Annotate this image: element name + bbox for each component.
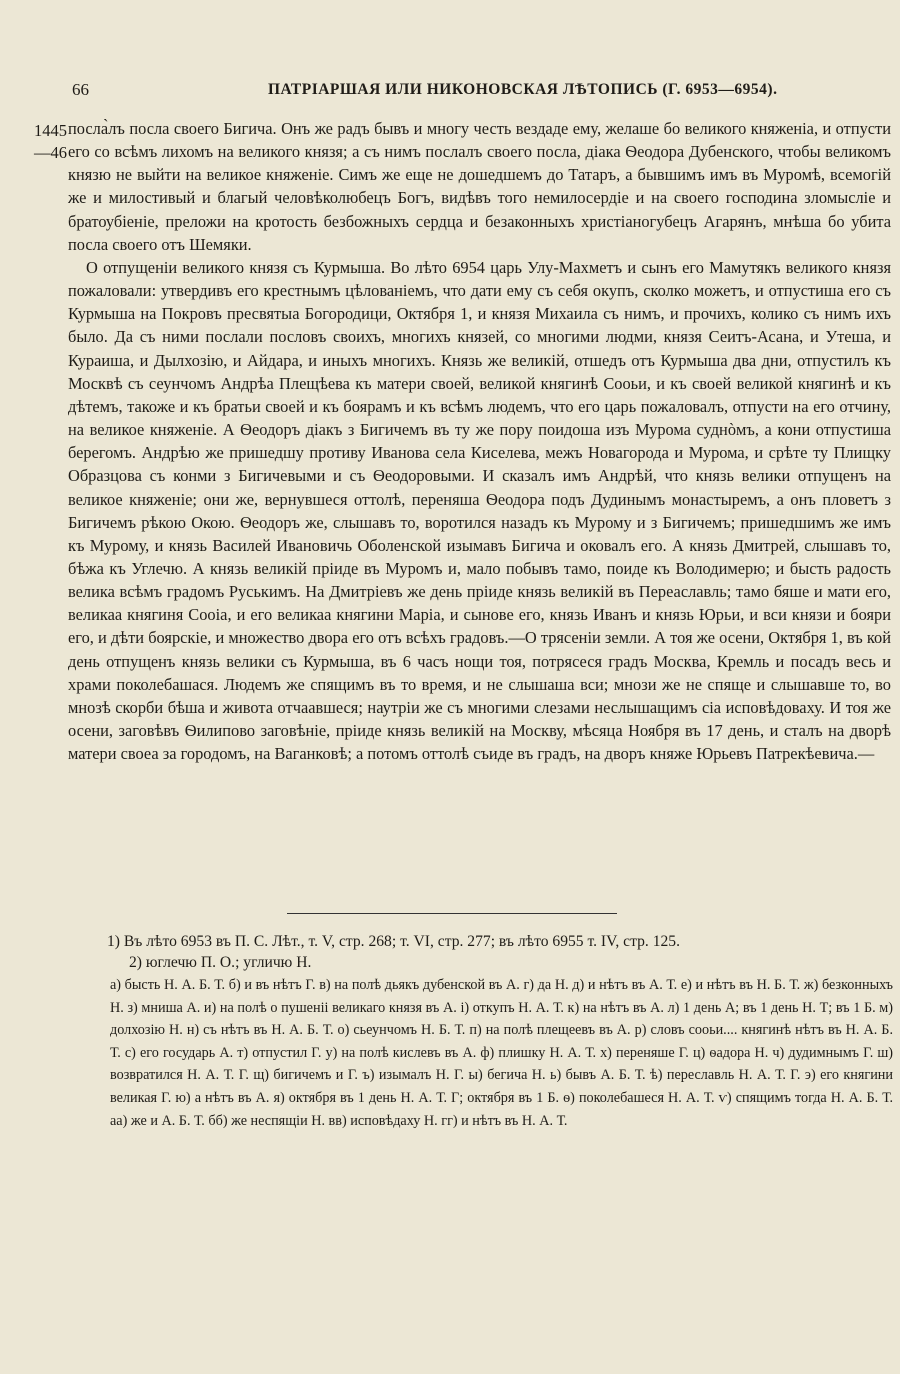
running-title: ПАТРІАРШАЯ ИЛИ НИКОНОВСКАЯ ЛѢТОПИСЬ (Г. 6953—6954).: [268, 81, 778, 98]
page-number: 66: [72, 80, 89, 99]
margin-year-note: [34, 120, 67, 164]
textual-variants: а) бысть Н. А. Б. Т. б) и въ нѣтъ Г. в) на полѣ дьякъ дубенской въ А. г) да Н. д) и нѣтъ въ А. Т. е) и нѣтъ въ Н. Б. Т. ж) безконныхъ Н. з) мниша А. и) на полѣ о пушеніі великаго князя въ А. і) откупъ Н. А. Т. к) на нѣтъ въ А. л) 1 день А; въ 1 день Н. Т; въ 1 Б. м) долхозію Н. н) съ нѣтъ въ Н. А. Б. Т. о) сьеунчомъ Н. Б. Т. п) на полѣ плещеевъ въ А. р) словъ сооьи.... княгинѣ нѣтъ въ Н. А. Б. Т. с) его государь А. т) отпустил Г. у) на полѣ кислевъ въ А. ф) плишку Н. А. Т. х) переняше Г. ц) ѳадора Н. ч) дудимнымъ Г. ш) возвратился Н. А. Т. Г. щ) бигичемъ и Г. ъ) изымалъ Н. Г. ы) бегича Н. ь) бывъ А. Б. Т. ѣ) переславль Н. А. Т. Г. э) его княгини великая Г. ю) а нѣтъ въ А. я) октября въ 1 день Н. А. Т. Г; октября въ 1 Б. ѳ) поколебашеся Н. А. Т. ѵ) спящимъ тогда Н. А. Б. Т. аа) же и А. Б. Т. бб) же неспящіи Н. вв) исповѣдаху Н. гг) и нѣтъ въ Н. А. Т.: [110, 977, 893, 1129]
chronicle-text: [68, 117, 891, 765]
footnotes: [107, 931, 893, 973]
footnote-1: 1) Въ лѣто 6953 въ П. С. Лѣт., т. V, стр. 268; т. VI, стр. 277; въ лѣто 6955 т. IV, стр. 125.: [107, 933, 680, 950]
paragraph-bigich-embassy: посла̀лъ посла своего Бигича. Онъ же радъ бывъ и многу честь вездаде ему, желаше бо великого княженіа, и отпусти его со всѣмъ лихомъ на великого князя; а съ нимъ послалъ своего посла, діака Ѳеодора Дубенского, чтобы великомъ князю не выйти на великое княженіе. Симъ же еще не дошедшемъ до Татаръ, а бывшимъ имъ въ Муромѣ, всемогій же и милостивый и благый человѣколюбецъ Богъ, видѣвъ того немилосердіе и на своего господина зломысліе и братоубіеніе, преложи на кротость безбожныхъ сердца и безаконныхъ христіаногубецъ Агарянъ, мнѣша бо убита посла своего отъ Шемяки.: [68, 119, 891, 254]
footnote-2: 2) юглечю П. О.; угличю Н.: [129, 954, 312, 971]
margin-year-end: —46: [34, 143, 67, 162]
margin-year-start: 1445: [34, 121, 67, 140]
page-header: [0, 80, 900, 104]
footnote-divider: [287, 913, 617, 914]
paragraph-release-from-kurmysh: О отпущеніи великого князя съ Курмыша. Во лѣто 6954 царь Улу-Махметъ и сынъ его Мамутякъ великого князя пожаловали: утвердивъ его крестнымъ цѣлованіемъ, что дати ему съ себя окупъ, сколко можетъ, и отпустиша его съ Курмыша на Покровъ пресвятыа Богородици, Октября 1, и князя Михаила съ нимъ, и прочихъ, колико съ нимъ ихъ было. Да съ ними послали пословъ своихъ, многихъ князей, со многими людми, князя Сеитъ-Асана, и Утеша, и Кураиша, и Дылхозію, и Айдара, и иныхъ многихъ. Князь же великій, отшедъ отъ Курмыша два дни, отпустилъ къ Москвѣ съ сеунчомъ Андрѣа Плещѣева къ матери своей, великой княгинѣ Сооьи, и къ своей великой княгинѣ и къ дѣтемъ, такоже и къ братьи своей и къ боярамъ и къ всѣмъ людемъ, что его царь пожаловалъ, отпусти на его отчину, на великое княженіе. А Ѳеодоръ діакъ з Бигичемъ въ ту же пору поидоша изъ Мурома суднòмъ, а кони отпустиша берегомъ. Андрѣю же пришедшу противу Иванова села Киселева, межъ Новагорода и Мурома, и срѣте ту Плищку Образцова съ конми з Бигичевыми и съ Ѳеодоровыми. И сказалъ имъ Андрѣй, что князь велики отпущенъ на великое княженіе; они же, вернувшеся оттолѣ, переняша Ѳеодора подъ Дудинымъ монастыремъ, а онъ пловетъ з Бигичемъ рѣкою Окою. Ѳеодоръ же, слышавъ то, воротился назадъ къ Мурому и з Бигичемъ; пришедшимъ же имъ къ Мурому, и князь Василей Ивановичь Оболенской изымавъ Бигича и оковалъ его. А князь Дмитрей, слышавъ то, бѣжа къ Углечю. А князь великій пріиде въ Муромъ и, мало побывъ тамо, поиде къ Володимерю; и бысть радость велика всѣмъ градомъ Руськимъ. На Дмитріевъ же день пріиде князь великій въ Переаславль; тамо бяше и мати его, великаа княгиня Сооіа, и его великаа княгини Маріа, и сынове его, князь Иванъ и князь Юрьи, и вси князи и бояри его, и дѣти боярскіе, и множество двора его отъ всѣхъ градовъ.—О трясеніи земли. А тоя же осени, Октября 1, въ кой день отпущенъ князь велики съ Курмыша, въ 6 часъ нощи тоя, потрясеся градъ Москва, Кремль и посадъ весь и храми поколебашася. Людемъ же спящимъ въ то время, и не слышаша вси; мнози же не спяще и слышавше то, во мнозѣ скорби бѣша и живота отчаавшеся; наутріи же съ многими слезами неслышащимъ сіа исповѣдоваху. И тоя же осени, заговѣвъ Ѳилипово заговѣніе, пріиде князь великій на Москву, мѣсяца Ноября въ 17 день, и сталъ на дворѣ матери своеа за городомъ, на Ваганковѣ; а потомъ оттолѣ съиде въ градъ, на дворъ княже Юрьевъ Патрекѣевича.—: [68, 257, 891, 764]
